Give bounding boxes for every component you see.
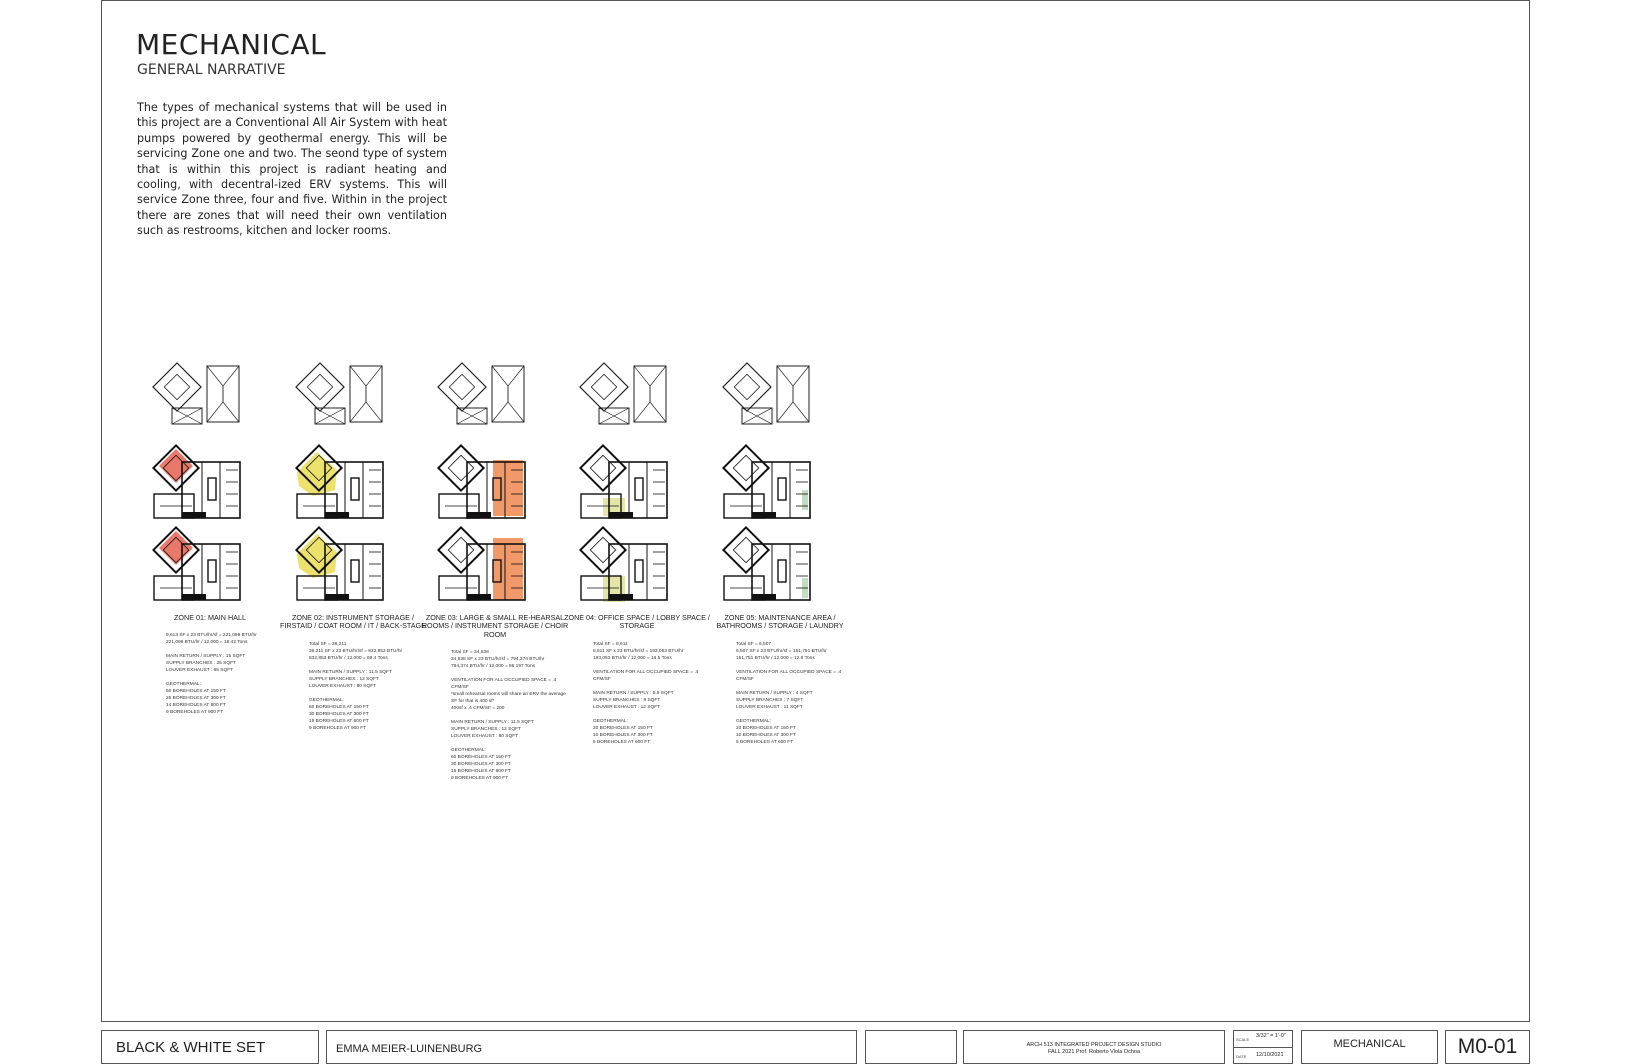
course-line-2: FALL 2021 Prof. Roberto Viola Ochoa <box>1047 1049 1141 1055</box>
zone-note: Total SF = 6,507 6,507 SF x 23 BTU/hr/sf = 151,751 BTU/hr 151,751 BTU/hr / 12,000 = 12.6 Tons <box>736 641 827 661</box>
zone-note: Total SF = 34,538 34,538 SF x 23 BTU/hr/sf = 794,374 BTU/hr 794,374 BTU/hr / 12,000 = 66.197 Tons <box>451 650 545 670</box>
title-block-blank <box>865 1030 957 1064</box>
floor-plan <box>580 527 667 602</box>
zone-label: ZONE 01: MAIN HALL <box>174 613 246 622</box>
roof-plan <box>723 363 809 424</box>
zone-note: MAIN RETURN / SUPPLY : 11.5 SQFT SUPPLY BRANCHES : 12 SQFT LOUVER EXHAUST : 80 SQFT <box>451 720 534 740</box>
zone-label: ZONE 05: MAINTENANCE AREA / BATHROOMS / STORAGE / LAUNDRY <box>716 613 844 631</box>
course-line-1: ARCH 513 INTEGRATED PROJECT DESIGN STUDIO <box>1026 1042 1162 1048</box>
set-label: BLACK & WHITE SET <box>101 1030 319 1064</box>
zone-note: GEOTHERMAL: 60 BOREHOLES AT 150 FT 30 BOREHOLES AT 300 FT 15 BOREHOLES AT 600 FT 9 BOREHOLES AT 900 FT <box>451 748 511 782</box>
scale-value: 3/32" = 1'-0" <box>1256 1033 1286 1039</box>
floor-plan <box>723 527 810 600</box>
roof-plan <box>296 363 382 424</box>
scale-key: SCALE <box>1236 1037 1250 1042</box>
roof-plan <box>438 363 524 424</box>
floor-plan <box>438 527 525 600</box>
zone-column <box>706 360 854 753</box>
zone-column <box>421 360 569 789</box>
zone-column <box>136 360 284 723</box>
zone-note: GEOTHERMAL: 60 BOREHOLES AT 150 FT 30 BOREHOLES AT 300 FT 15 BOREHOLES AT 600 FT 9 BOREHOLES AT 900 FT <box>309 697 369 731</box>
zone-notes <box>736 641 854 746</box>
floor-plan <box>296 527 383 600</box>
roof-plan <box>580 363 666 424</box>
zone-note: 9,613 SF x 23 BTU/hr/sf = 221,099 BTU/hr 221,099 BTU/hr / 12,000 = 18.42 Tons <box>166 633 257 646</box>
zone-note: Total SF = 36,211 36,211 SF x 23 BTU/hr/sf = 832,853 BTU/hr 832,853 BTU/hr / 12,000 = 69.4 Tons <box>309 641 403 661</box>
zone-notes <box>166 632 284 716</box>
floor-plan <box>438 445 525 518</box>
zone-plan-diagrams <box>437 360 533 610</box>
page-subtitle: GENERAL NARRATIVE <box>137 62 286 78</box>
zone-note: GEOTHERMAL: 50 BOREHOLES AT 150 FT 25 BOREHOLES AT 300 FT 14 BOREHOLES AT 600 FT 9 BOREHOLES AT 900 FT <box>166 682 226 716</box>
scale-date-box <box>1233 1030 1293 1064</box>
zone-note: MAIN RETURN / SUPPLY : 4 SQFT SUPPLY BRANCHES : 7 SQFT LOUVER EXHAUST : 11 SQFT <box>736 690 813 710</box>
zone-plan-diagrams <box>579 360 675 610</box>
zone-notes <box>451 649 569 782</box>
sheet-number: M0-01 <box>1445 1030 1530 1064</box>
zone-plan-diagrams <box>722 360 818 610</box>
floor-plan <box>580 445 667 518</box>
roof-plan <box>153 363 239 424</box>
floor-plan <box>296 445 383 518</box>
page-title: MECHANICAL <box>136 28 327 61</box>
zone-label: ZONE 03: LARGE & SMALL RE-HEARSAL ROOMS / INSTRUMENT STORAGE / CHOIR ROOM <box>421 613 569 639</box>
zone-notes <box>309 641 427 732</box>
zone-plan-diagrams <box>295 360 391 610</box>
zone-note: GEOTHERMAL: 20 BOREHOLES AT 150 FT 10 BOREHOLES AT 300 FT 5 BOREHOLES AT 600 FT <box>736 718 796 745</box>
course-info <box>963 1030 1225 1064</box>
zone-plan-diagrams <box>152 360 248 610</box>
date-value: 12/10/2021 <box>1256 1052 1284 1058</box>
zone-note: MAIN RETURN / SUPPLY : 5.5 SQFT SUPPLY BRANCHES : 9 SQFT LOUVER EXHAUST : 12 SQFT <box>593 690 674 710</box>
zone-label: ZONE 04: OFFICE SPACE / LOBBY SPACE / STORAGE <box>564 613 710 631</box>
zone-note: GEOTHERMAL: 20 BOREHOLES AT 150 FT 10 BOREHOLES AT 300 FT 5 BOREHOLES AT 600 FT <box>593 718 653 745</box>
sheet-name: MECHANICAL <box>1301 1030 1438 1064</box>
zone-note: VENTILATION FOR ALL OCCUPIED SPACE = .4 CFM/SF *small rehearsal rooms will share an ERV the average SF for that is 400 sf* 400sf x .4 CFM/SF = 200 <box>451 678 566 712</box>
general-narrative: The types of mechanical systems that will be used in this project are a Conventional All Air System with heat pumps powered by geothermal energy. This will be servicing Zone one and two. The seond type of system that is within this project is radiant heating and cooling, with decentral-ized ERV systems. This will service Zone three, four and five. Within in the project there are zones that will need their own ventilation such as restrooms, kitchen and locker rooms. <box>137 101 447 238</box>
zone-column <box>279 360 427 739</box>
date-key: DATE <box>1236 1054 1247 1059</box>
floor-plan <box>723 445 810 518</box>
zone-note: MAIN RETURN / SUPPLY : 11.5 SQFT SUPPLY BRANCHES : 12 SQFT LOUVER EXHAUST : 80 SQFT <box>309 669 392 689</box>
zone-column <box>563 360 711 753</box>
zone-notes <box>593 641 711 746</box>
zone-note: VENTILATION FOR ALL OCCUPIED SPACE = .4 CFM/SF <box>593 669 699 682</box>
zone-note: VENTILATION FOR ALL OCCUPIED SPACE = .4 CFM/SF <box>736 669 842 682</box>
zone-note: Total SF = 8,611 8,611 SF x 23 BTU/hr/sf = 193,053 BTU/hr 193,053 BTU/hr / 12,000 = 16.5 Tons <box>593 641 684 661</box>
zone-label: ZONE 02: INSTRUMENT STORAGE / FIRSTAID / COAT ROOM / IT / BACK-STAGE <box>280 613 426 631</box>
author-name: EMMA MEIER-LUINENBURG <box>326 1030 857 1064</box>
floor-plan <box>153 527 240 600</box>
zone-note: MAIN RETURN / SUPPLY : 15 SQFT SUPPLY BRANCHES : 25 SQFT LOUVER EXHAUST : 65 SQFT <box>166 654 246 674</box>
floor-plan <box>153 445 240 518</box>
